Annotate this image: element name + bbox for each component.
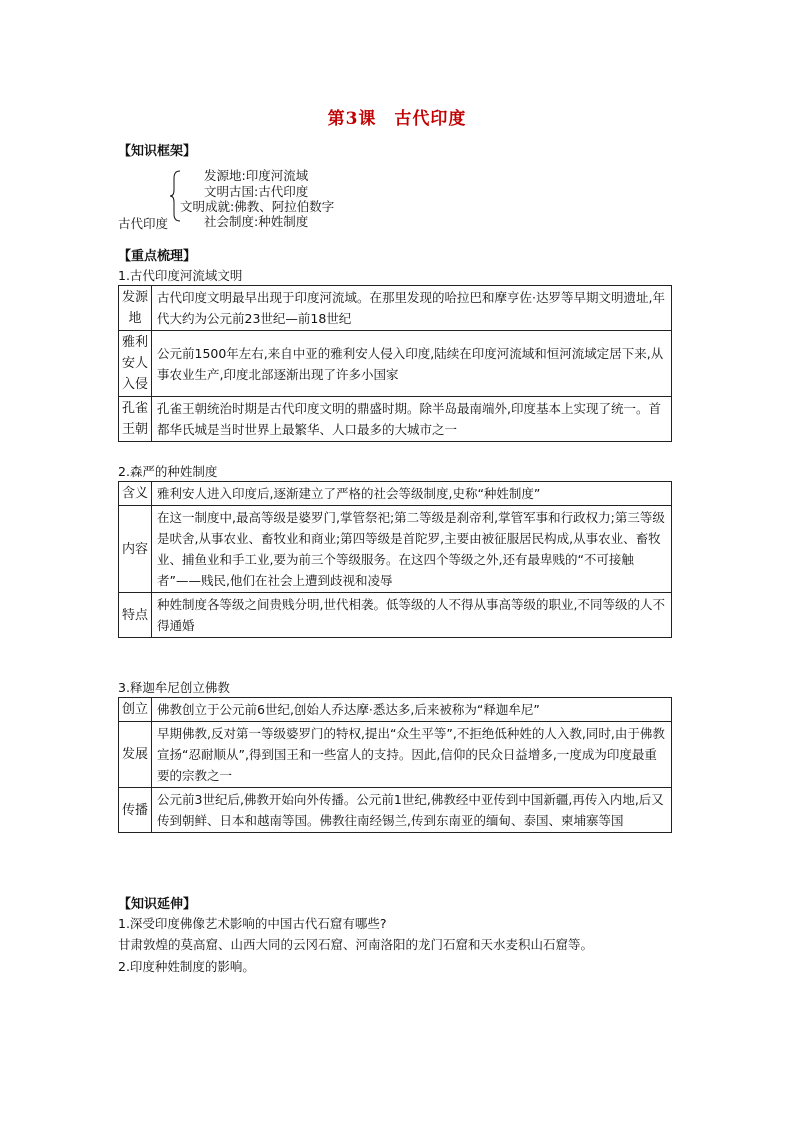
- framework-item: 社会制度:种姓制度: [204, 214, 309, 229]
- table-row: [119, 593, 672, 638]
- row-label: 发源地: [119, 286, 152, 331]
- framework-item: 文明古国:古代印度: [204, 184, 309, 199]
- row-label: 内容: [119, 506, 152, 593]
- key-points-heading: 【重点梳理】: [118, 249, 197, 264]
- extension-answer: 甘肃敦煌的莫高窟、山西大同的云冈石窟、河南洛阳的龙门石窟和天水麦积山石窟等。: [118, 937, 594, 952]
- section-title: 1.古代印度河流域文明: [118, 268, 243, 283]
- row-content: 公元前1500年左右,来自中亚的雅利安人侵入印度,陆续在印度河流域和恒河流域定居下来,从事农业生产,印度北部逐渐出现了许多小国家: [152, 331, 672, 397]
- row-content: 在这一制度中,最高等级是婆罗门,掌管祭祀;第二等级是刹帝利,掌管军事和行政权力;第三等级是吠舍,从事农业、畜牧业和商业;第四等级是首陀罗,主要由被征服居民构成,从事农业、畜牧业、捕鱼业和手工业,要为前三个等级服务。在这四个等级之外,还有最卑贱的“不可接触者”——贱民,他们在社会上遭到歧视和凌辱: [152, 506, 672, 593]
- extension-question: 1.深受印度佛像艺术影响的中国古代石窟有哪些?: [118, 916, 387, 931]
- table-row: [119, 482, 672, 506]
- row-content: 公元前3世纪后,佛教开始向外传播。公元前1世纪,佛教经中亚传到中国新疆,再传入内地,后又传到朝鲜、日本和越南等国。佛教往南经锡兰,传到东南亚的缅甸、泰国、柬埔寨等国: [152, 788, 672, 833]
- row-content: 古代印度文明最早出现于印度河流域。在那里发现的哈拉巴和摩亨佐·达罗等早期文明遗址,年代大约为公元前23世纪—前18世纪: [152, 286, 672, 331]
- row-content: 孔雀王朝统治时期是古代印度文明的鼎盛时期。除半岛最南端外,印度基本上实现了统一。首都华氏城是当时世界上最繁华、人口最多的大城市之一: [152, 397, 672, 442]
- row-label: 含义: [119, 482, 152, 506]
- row-content: 种姓制度各等级之间贵贱分明,世代相袭。低等级的人不得从事高等级的职业,不同等级的人不得通婚: [152, 593, 672, 638]
- table-row: [119, 331, 672, 397]
- framework-item: 文明成就:佛教、阿拉伯数字: [180, 199, 335, 214]
- caste-table: [118, 481, 672, 638]
- section-title: 2.森严的种姓制度: [118, 464, 218, 479]
- row-label: 创立: [119, 698, 152, 722]
- row-label: 特点: [119, 593, 152, 638]
- row-label: 传播: [119, 788, 152, 833]
- table-row: [119, 698, 672, 722]
- table-row: [119, 506, 672, 593]
- page-title: 第3课 古代印度: [327, 109, 467, 129]
- row-content: 雅利安人进入印度后,逐渐建立了严格的社会等级制度,史称“种姓制度”: [152, 482, 672, 506]
- row-content: 佛教创立于公元前6世纪,创始人乔达摩·悉达多,后来被称为“释迦牟尼”: [152, 698, 672, 722]
- row-label: 雅利安人入侵: [119, 331, 152, 397]
- row-label: 发展: [119, 722, 152, 788]
- section-title: 3.释迦牟尼创立佛教: [118, 680, 230, 695]
- extension-question: 2.印度种姓制度的影响。: [118, 959, 255, 974]
- table-row: [119, 722, 672, 788]
- table-row: [119, 397, 672, 442]
- framework-root: 古代印度: [118, 216, 169, 231]
- extension-heading: 【知识延伸】: [118, 897, 197, 912]
- indus-table: [118, 285, 672, 442]
- framework-heading: 【知识框架】: [118, 144, 197, 159]
- buddhism-table: [118, 697, 672, 833]
- row-label: 孔雀王朝: [119, 397, 152, 442]
- table-row: [119, 286, 672, 331]
- row-content: 早期佛教,反对第一等级婆罗门的特权,提出“众生平等”,不拒绝低种姓的人入教,同时,由于佛教宣扬“忍耐顺从”,得到国王和一些富人的支持。因此,信仰的民众日益增多,一度成为印度最重要的宗教之一: [152, 722, 672, 788]
- table-row: [119, 788, 672, 833]
- brace-icon: [170, 170, 182, 222]
- framework-item: 发源地:印度河流域: [204, 168, 309, 183]
